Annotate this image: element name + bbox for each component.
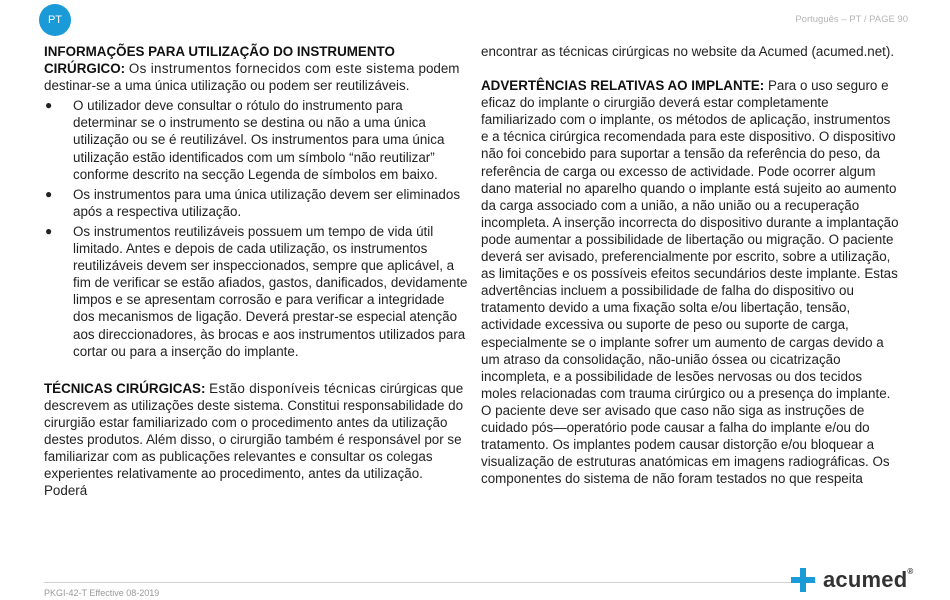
- list-item: [44, 223, 468, 360]
- bullet-icon: ●: [45, 186, 53, 201]
- cross-icon: [790, 567, 816, 593]
- bullet-icon: ●: [45, 223, 53, 238]
- footer-divider: [44, 582, 816, 583]
- page-info: Português – PT / PAGE 90: [795, 14, 908, 25]
- acumed-logo: [790, 567, 913, 593]
- section-intro-cont: podem destinar-se a uma única utilização ou podem ser reutilizáveis.: [44, 61, 460, 94]
- section-implant-warnings: [481, 77, 899, 487]
- list-item: [44, 186, 468, 220]
- section-heading-warnings: ADVERTÊNCIAS RELATIVAS AO IMPLANTE:: [481, 78, 765, 94]
- section-heading-techniques: TÉCNICAS CIRÚRGICAS:: [44, 380, 206, 396]
- language-badge: PT: [39, 4, 71, 36]
- instrument-bullet-list: [44, 97, 468, 359]
- list-item-text: Os instrumentos reutilizáveis possuem um tempo de vida útil limitado. Antes e depois de cada utilização, os instrumentos reutilizáveis devem ser inspeccionados, sempre que aplicável, a fim de verificar se estão afiados, gastos, danificados, devidamente limpos e se apresentam corrosão e para verificar a integridade dos mecanismos de ligação. Deverá prestar-se especial atenção aos direccionadores, às brocas e aos instrumentos utilizados para cortar ou para a inserção do implante.: [73, 223, 468, 359]
- section-heading-instrument: INFORMAÇÕES PARA UTILIZAÇÃO DO INSTRUMENTO CIRÚRGICO:: [44, 44, 395, 77]
- section-body: cirúrgicas que descrevem as utilizações deste sistema. Constitui responsabilidade do cirurgião estar familiarizado com o procedimento antes da utilização destes produtos. Além disso, o cirurgião também é responsável por se familiarizar com as publicações relevantes e consultar os colegas experientes relativamente ao procedimento, antes da utilização. Poderá: [44, 380, 464, 499]
- right-column: [481, 43, 899, 487]
- brand-name: [823, 567, 913, 593]
- continued-paragraph: encontrar as técnicas cirúrgicas no website da Acumed (acumed.net).: [481, 44, 895, 59]
- list-item: [44, 97, 468, 182]
- section-intro: Estão disponíveis técnicas: [209, 380, 377, 396]
- left-column: [44, 43, 468, 499]
- section-intro: Os instrumentos fornecidos com este sistema: [128, 61, 415, 77]
- section-body: Para o uso seguro e eficaz do implante o cirurgião deverá estar completamente familiarizado com o implante, os métodos de aplicação, instrumentos e a técnica cirúrgica recomendada para este dispositivo. O dispositivo não foi concebido para suportar a tensão da referência do peso, da referência de carga ou excesso de actividade. Pode ocorrer algum dano material no aparelho quando o implante está sujeito ao aumento da carga associado com a união, a não união ou a recuperação incompleta. A inserção incorrecta do dispositivo durante a implantação pode aumentar a possibilidade de libertação ou migração. O paciente deverá ser avisado, preferencialmente por escrito, sobre a utilização, as limitações e os possíveis efeitos secundários deste implante. Estas advertências incluem a possibilidade de falha do dispositivo ou tratamento devido a uma fixação solta e/ou libertação, tensão, actividade excessiva ou suporte de peso ou suporte de carga, especialmente se o implante sofrer um aumento de cargas devido a um atraso da consolidação, não-união óssea ou cicatrização incompleta, e a possibilidade de lesões nervosas ou dos tecidos moles relacionadas com trauma cirúrgico ou a presença do implante. O paciente deve ser avisado que caso não siga as instruções de cuidado pós—operatório pode causar a falha do implante e/ou do tratamento. Os implantes podem causar distorção e/ou bloquear a visualização de estruturas anatómicas em imagens radiográficas. Os componentes do sistema de não foram testados no que respeita: [481, 78, 899, 487]
- bullet-icon: ●: [45, 98, 53, 113]
- section-surgical-techniques: [44, 380, 468, 500]
- brand-text: acumed: [823, 567, 908, 592]
- registered-mark: ®: [907, 567, 914, 576]
- document-code: PKGI-42-T Effective 08-2019: [44, 588, 160, 598]
- section-instrument-info: [44, 43, 468, 94]
- list-item-text: O utilizador deve consultar o rótulo do instrumento para determinar se o instrumento se destina ou não a uma única utilização ou se é reutilizável. Os instrumentos para uma única utilização estão identificados com um símbolo “não reutilizar” conforme descrito na secção Legenda de símbolos em baixo.: [73, 98, 445, 182]
- list-item-text: Os instrumentos para uma única utilização devem ser eliminados após a respectiva utilização.: [73, 186, 461, 219]
